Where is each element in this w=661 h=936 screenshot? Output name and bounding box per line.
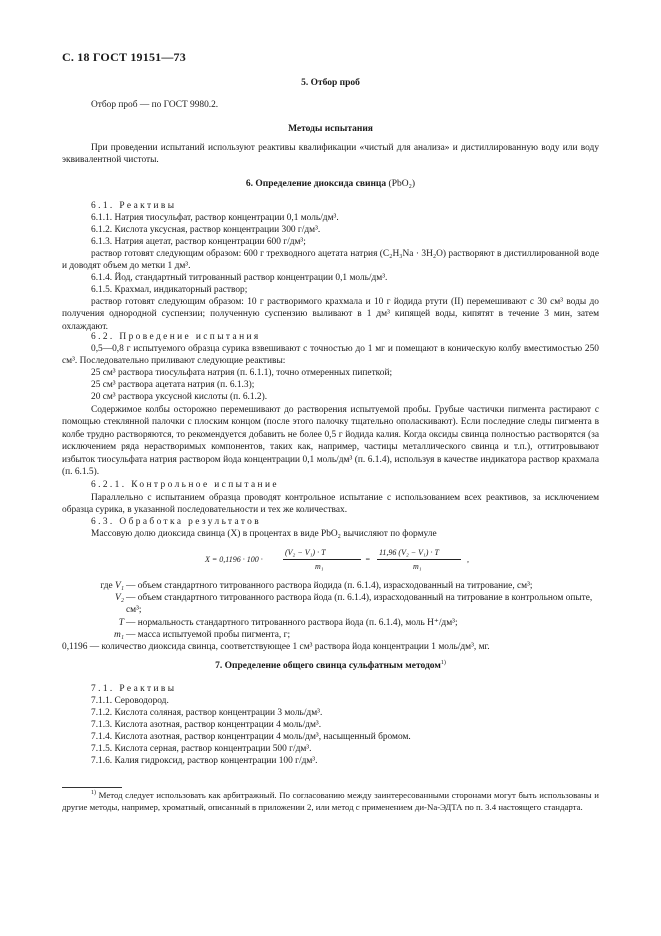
formula-variables	[62, 580, 602, 653]
reagent-7-1-1: 7.1.1. Сероводород.	[91, 696, 169, 706]
reagent-6-1-2: 6.1.2. Кислота уксусная, раствор концентрации 300 г/дм³.	[91, 225, 321, 235]
reagent-6-1-5-prep: раствор готовят следующим образом: 10 г растворимого крахмала и 10 г йодида ртути (II) перемешивают с 30 см³ воды до получения однородной суспензии; полученную суспензию выливают в 1 дм³ кипящей воды, кипятят в течение 3 мин, затем охлаждают.	[62, 297, 599, 332]
section-7-title-text: 7. Определение общего свинца сульфатным методом	[215, 661, 441, 671]
variable-symbol-text: m₁	[113, 629, 124, 640]
reagent-7-1-5: 7.1.5. Кислота серная, раствор концентрации 500 г/дм³.	[91, 744, 312, 754]
formula-comma: ,	[467, 555, 469, 564]
variable-row	[62, 617, 602, 629]
formula-fraction-line-1	[283, 559, 361, 560]
reagent-7-1-2: 7.1.2. Кислота соляная, раствор концентрации 3 моль/дм³.	[91, 708, 323, 718]
section-5-title: 5. Отбор проб	[301, 78, 360, 88]
variable-symbol-text: V₁	[115, 581, 124, 591]
procedure-paragraph-1: 0,5—0,8 г испытуемого образца сурика взвешивают с точностью до 1 мг и помещают в коническую колбу вместимостью 250 см³. Последовательно приливают следующие реактивы:	[62, 344, 599, 367]
variable-description: — нормальность стандартного титрованного раствора йода (п. 6.1.4), моль H⁺/дм³;	[126, 617, 458, 628]
reagent-6-1-4: 6.1.4. Йод, стандартный титрованный раствор концентрации 0,1 моль/дм³.	[91, 273, 388, 283]
footnote	[62, 789, 599, 813]
variable-symbol-text: V₂	[115, 593, 124, 604]
control-heading-6-2-1: 6.2.1. Контрольное испытание	[91, 480, 279, 490]
reagent-7-1-3: 7.1.3. Кислота азотная, раствор концентрации 4 моль/дм³.	[91, 720, 322, 730]
results-text: Массовую долю диоксида свинца (X) в процентах в виде PbO₂ вычисляют по формуле	[91, 529, 437, 539]
methods-title: Методы испытания	[288, 124, 373, 134]
formula-denominator-1: m₁	[315, 562, 324, 571]
reagents-heading-7-1: 7.1. Реактивы	[91, 684, 177, 694]
section-7-title	[62, 661, 599, 671]
section-6-title-main: 6. Определение диоксида свинца	[245, 179, 387, 189]
control-text: Параллельно с испытанием образца проводят контрольное испытание с использованием всех реактивов, за исключением образца сурика, в указанной последовательности и тех же количествах.	[62, 493, 599, 516]
reagent-6-1-3: 6.1.3. Натрия ацетат, раствор концентрации 600 г/дм³;	[91, 237, 306, 247]
procedure-paragraph-2: Содержимое колбы осторожно перемешивают до растворения испытуемой пробы. Грубые частички пигмента растирают с помощью стеклянной палочки с плоским концом (после этого палочку тщательно ополаскивают). Если последние следы пигмента в колбе трудно растворяются, то рекомендуется добавить не более 0,5 г йодида калия. Когда оксиды свинца полностью растворятся (за исключением ряда нерастворимых компонентов, таких как, например, частицы металлического свинца и т.п.), оттитровывают избыток тиосульфата натрия раствором йода концентрации 0,1 моль/дм³ (п. 6.1.4), используя в качестве индикатора раствор крахмала (п. 6.1.5).	[62, 405, 599, 478]
reagent-6-1-3-prep: раствор готовят следующим образом: 600 г трехводного ацетата натрия (C₂H₃Na · 3H₂O) растворяют в дистиллированной воде и доводят объем до метки 1 дм³.	[62, 249, 599, 272]
footnote-ref: 1)	[440, 659, 446, 666]
variable-symbol	[62, 629, 124, 641]
variable-description: — объем стандартного титрованного раствора йода (п. 6.1.4), израсходованный на титрование в контрольном опыте, см³;	[126, 593, 593, 616]
section-6-title	[62, 179, 599, 189]
variable-description: — объем стандартного титрованного раствора йодида (п. 6.1.4), израсходованный на титрование, см³;	[126, 581, 533, 591]
formula-lhs: X = 0,1196 · 100 ·	[205, 555, 263, 564]
formula-numerator-1: (V₂ − V₁) · T	[285, 548, 326, 557]
formula-equals: =	[365, 555, 371, 564]
variable-row	[62, 629, 602, 641]
procedure-add-2: 25 см³ раствора ацетата натрия (п. 6.1.3);	[91, 380, 255, 390]
variable-symbol-text: T	[118, 617, 124, 628]
section-5-text: Отбор проб — по ГОСТ 9980.2.	[91, 100, 219, 110]
variable-description: — масса испытуемой пробы пигмента, г;	[126, 629, 291, 640]
reagents-heading-6-1: 6.1. Реактивы	[91, 201, 177, 211]
page-header: С. 18 ГОСТ 19151—73	[62, 50, 186, 64]
footnote-mark: 1)	[91, 790, 96, 797]
variable-symbol	[62, 580, 124, 592]
reagent-6-1-5: 6.1.5. Крахмал, индикаторный раствор;	[91, 285, 248, 295]
reagent-7-1-6: 7.1.6. Калия гидроксид, раствор концентрации 100 г/дм³.	[91, 756, 318, 766]
formula-numerator-2: 11,96 (V₂ − V₁) · T	[379, 548, 439, 557]
procedure-heading-6-2: 6.2. Проведение испытания	[91, 332, 261, 342]
variable-row	[62, 592, 602, 616]
formula-fraction-line-2	[377, 559, 461, 560]
procedure-add-3: 20 см³ раствора уксусной кислоты (п. 6.1.2).	[91, 392, 268, 402]
variable-row	[62, 641, 602, 653]
variable-description: — количество диоксида свинца, соответствующее 1 см³ раствора йода концентрации 1 моль/дм³, мг.	[89, 642, 490, 653]
methods-text: При проведении испытаний используют реактивы квалификации «чистый для анализа» и дистиллированную воду или воду эквивалентной чистоты.	[62, 143, 599, 166]
formula-denominator-2: m₁	[413, 562, 422, 571]
variable-symbol-text: 0,1196	[62, 642, 88, 653]
where-label: где	[100, 581, 113, 591]
results-heading-6-3: 6.3. Обработка результатов	[91, 517, 262, 527]
formula-pbo2	[205, 547, 505, 575]
procedure-add-1: 25 см³ раствора тиосульфата натрия (п. 6.1.1), точно отмеренных пипеткой;	[91, 368, 393, 378]
variable-row	[62, 580, 602, 592]
reagent-7-1-4: 7.1.4. Кислота азотная, раствор концентрации 4 моль/дм³, насыщенный бромом.	[91, 732, 411, 742]
variable-symbol	[62, 592, 124, 604]
variable-symbol	[62, 617, 124, 629]
section-6-title-formula: (PbO₂)	[388, 179, 416, 189]
footnote-text: Метод следует использовать как арбитражный. По согласованию между заинтересованными сторонами могут быть использованы и другие методы, например, хроматный, описанный в приложении 2, или метод с применением ди-Na-ЭДТА по п. 3.4 настоящего стандарта.	[62, 790, 599, 813]
footnote-divider	[62, 787, 122, 788]
reagent-6-1-1: 6.1.1. Натрия тиосульфат, раствор концентрации 0,1 моль/дм³.	[91, 213, 339, 223]
